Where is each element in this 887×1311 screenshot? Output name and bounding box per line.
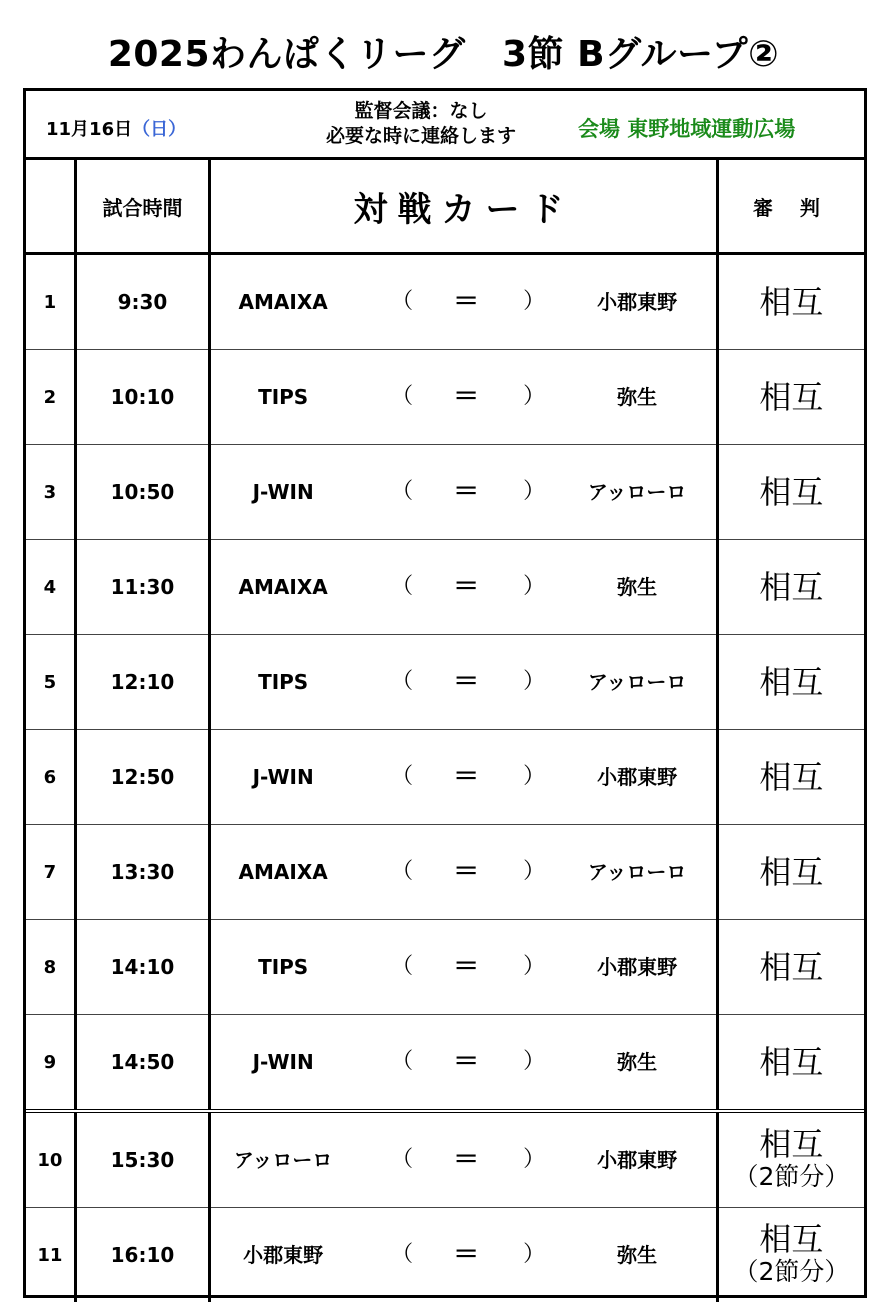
home-team: J-WIN [252, 765, 314, 789]
score-equal-sign: ＝ [453, 1145, 480, 1175]
referee-cell [717, 920, 864, 1015]
match-time: 11:30 [75, 540, 209, 635]
referee-text: 相互 [759, 1043, 824, 1081]
score-open-paren: （ [391, 1147, 414, 1172]
referee-text: 相互 [759, 473, 824, 511]
schedule-frame [23, 88, 867, 1298]
referee-text: 相互 [759, 948, 824, 986]
referee-note: （2節分） [733, 1162, 850, 1191]
away-team: 小郡東野 [597, 765, 678, 789]
header-no [26, 160, 75, 254]
score-equal-sign: ＝ [453, 1240, 480, 1270]
score-open-paren: （ [391, 1049, 414, 1074]
match-card [210, 920, 718, 1015]
away-team: 小郡東野 [597, 955, 678, 979]
score-equal-sign: ＝ [453, 762, 480, 792]
venue-text: 会場 東野地域運動広場 [578, 117, 796, 141]
score-close-paren: ） [523, 1147, 546, 1172]
match-number: 5 [26, 635, 75, 730]
match-card [210, 825, 718, 920]
match-number: 1 [26, 254, 75, 350]
match-number: 6 [26, 730, 75, 825]
match-number: 7 [26, 825, 75, 920]
date-text: 11月16日 [46, 119, 133, 140]
home-team: J-WIN [252, 480, 314, 504]
match-row [26, 1015, 864, 1112]
score-close-paren: ） [523, 1049, 546, 1074]
meeting-note [256, 99, 586, 149]
referee-text: 相互 [759, 1220, 824, 1258]
away-team: アッローロ [587, 480, 687, 504]
match-card [210, 635, 718, 730]
referee-cell [717, 730, 864, 825]
match-time: 10:50 [75, 445, 209, 540]
score-equal-sign: ＝ [453, 857, 480, 887]
score-close-paren: ） [523, 764, 546, 789]
referee-text: 相互 [759, 758, 824, 796]
score-open-paren: （ [391, 954, 414, 979]
score-equal-sign: ＝ [453, 1047, 480, 1077]
referee-cell [717, 635, 864, 730]
referee-cell [717, 825, 864, 920]
away-team: 弥生 [617, 575, 658, 599]
referee-cell [717, 350, 864, 445]
score-equal-sign: ＝ [453, 952, 480, 982]
home-team: AMAIXA [238, 575, 328, 599]
score-open-paren: （ [391, 574, 414, 599]
score-equal-sign: ＝ [453, 572, 480, 602]
referee-cell [717, 1111, 864, 1208]
match-number: 11 [26, 1208, 75, 1303]
home-team: TIPS [258, 955, 309, 979]
match-row [26, 920, 864, 1015]
match-card [210, 254, 718, 350]
header-row [26, 160, 864, 254]
match-date [46, 115, 186, 141]
match-number: 2 [26, 350, 75, 445]
home-team: AMAIXA [238, 860, 328, 884]
match-card [210, 1015, 718, 1112]
match-row [26, 1208, 864, 1303]
match-card [210, 445, 718, 540]
match-time: 15:30 [75, 1111, 209, 1208]
score-open-paren: （ [391, 669, 414, 694]
match-row [26, 635, 864, 730]
match-row [26, 730, 864, 825]
match-number: 8 [26, 920, 75, 1015]
home-team: TIPS [258, 385, 309, 409]
score-close-paren: ） [523, 384, 546, 409]
referee-text: 相互 [759, 663, 824, 701]
header-match: 対戦カード [210, 160, 718, 254]
match-number: 9 [26, 1015, 75, 1112]
away-team: 弥生 [617, 385, 658, 409]
score-close-paren: ） [523, 479, 546, 504]
match-number: 10 [26, 1111, 75, 1208]
referee-cell [717, 445, 864, 540]
referee-text: 相互 [759, 1125, 824, 1163]
match-row [26, 540, 864, 635]
referee-cell [717, 1015, 864, 1112]
score-open-paren: （ [391, 384, 414, 409]
referee-cell [717, 1208, 864, 1303]
page-title: 2025わんぱくリーグ 3節 Bグループ② [107, 34, 780, 75]
away-team: 小郡東野 [597, 1148, 678, 1172]
referee-text: 相互 [759, 853, 824, 891]
weekday-text: （日） [132, 119, 187, 140]
match-time: 14:50 [75, 1015, 209, 1112]
match-card [210, 350, 718, 445]
score-close-paren: ） [523, 859, 546, 884]
match-row [26, 825, 864, 920]
score-open-paren: （ [391, 764, 414, 789]
referee-cell [717, 254, 864, 350]
match-time: 9:30 [75, 254, 209, 350]
score-close-paren: ） [523, 289, 546, 314]
score-open-paren: （ [391, 479, 414, 504]
score-close-paren: ） [523, 669, 546, 694]
home-team: アッローロ [233, 1148, 333, 1172]
meeting-line-1: 監督会議：なし [354, 100, 488, 122]
match-time: 12:10 [75, 635, 209, 730]
match-time: 14:10 [75, 920, 209, 1015]
away-team: アッローロ [587, 860, 687, 884]
match-row [26, 445, 864, 540]
referee-text: 相互 [759, 378, 824, 416]
header-referee: 審 判 [717, 160, 864, 254]
score-equal-sign: ＝ [453, 667, 480, 697]
match-card [210, 540, 718, 635]
score-equal-sign: ＝ [453, 477, 480, 507]
match-time: 16:10 [75, 1208, 209, 1303]
score-equal-sign: ＝ [453, 287, 480, 317]
match-row [26, 350, 864, 445]
home-team: TIPS [258, 670, 309, 694]
match-row [26, 1111, 864, 1208]
away-team: 弥生 [617, 1050, 658, 1074]
referee-text: 相互 [759, 283, 824, 321]
match-number: 4 [26, 540, 75, 635]
match-card [210, 1111, 718, 1208]
match-number: 3 [26, 445, 75, 540]
away-team: 弥生 [617, 1243, 658, 1267]
match-card [210, 1208, 718, 1303]
match-time: 12:50 [75, 730, 209, 825]
score-equal-sign: ＝ [453, 382, 480, 412]
schedule-table [26, 160, 864, 1302]
score-open-paren: （ [391, 859, 414, 884]
match-card [210, 730, 718, 825]
home-team: AMAIXA [238, 290, 328, 314]
score-close-paren: ） [523, 574, 546, 599]
info-bar [26, 91, 864, 160]
referee-note: （2節分） [733, 1257, 850, 1286]
referee-cell [717, 540, 864, 635]
match-time: 13:30 [75, 825, 209, 920]
header-time: 試合時間 [75, 160, 209, 254]
score-close-paren: ） [523, 1242, 546, 1267]
match-time: 10:10 [75, 350, 209, 445]
score-open-paren: （ [391, 1242, 414, 1267]
meeting-line-2: 必要な時に連絡します [325, 125, 516, 147]
home-team: J-WIN [252, 1050, 314, 1074]
referee-text: 相互 [759, 568, 824, 606]
home-team: 小郡東野 [243, 1243, 324, 1267]
match-row [26, 254, 864, 350]
away-team: 小郡東野 [597, 290, 678, 314]
away-team: アッローロ [587, 670, 687, 694]
score-close-paren: ） [523, 954, 546, 979]
score-open-paren: （ [391, 289, 414, 314]
